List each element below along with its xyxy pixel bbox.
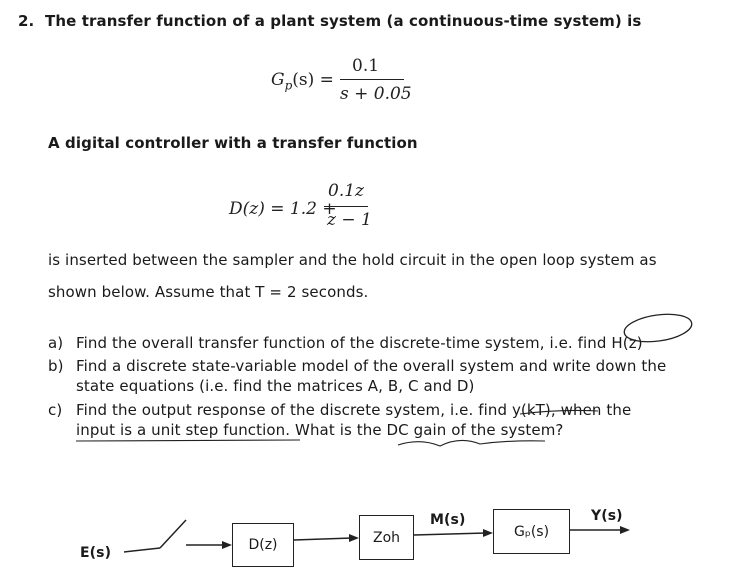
question-b-line-1: Find a discrete state-variable model of the overall system and write down the (76, 357, 667, 375)
controller-tf-lhs: D(z) = 1.2 + (229, 199, 337, 219)
plant-tf-denominator: s + 0.05 (340, 84, 412, 104)
question-c-line-2: input is a unit step function. What is the DC gain of the system? (76, 421, 564, 439)
arrow-output (620, 526, 630, 534)
block-gp (493, 509, 570, 554)
arrow-to-gp (483, 529, 493, 537)
inserted-line-2: shown below. Assume that T = 2 seconds. (48, 283, 369, 301)
controller-tf-denominator: z − 1 (327, 210, 372, 230)
question-b-marker: b) (48, 357, 64, 375)
block-zoh (359, 515, 414, 560)
plant-tf-numerator: 0.1 (352, 56, 380, 76)
question-c-marker: c) (48, 401, 63, 419)
line-zoh-to-gp (414, 533, 486, 535)
question-c-line-1: Find the output response of the discrete system, i.e. find y(kT), when the (76, 401, 632, 419)
problem-number: 2. (18, 12, 35, 30)
controller-intro: A digital controller with a transfer function (48, 134, 418, 152)
question-b-line-2: state equations (i.e. find the matrices A, B, C and D) (76, 377, 475, 395)
inserted-line-1: is inserted between the sampler and the hold circuit in the open loop system as (48, 251, 657, 269)
question-a-marker: a) (48, 334, 64, 352)
input-line (124, 548, 160, 552)
input-label: E(s) (80, 545, 112, 561)
plant-tf-lhs: $G_p(s)$ = (271, 70, 334, 93)
signal-m-label: M(s) (430, 512, 466, 528)
question-a-line-1: Find the overall transfer function of the discrete-time system, i.e. find H(z) (76, 334, 643, 352)
arrow-to-dz (222, 541, 232, 549)
block-dz-label: D(z) (248, 537, 278, 553)
line-dz-to-zoh (294, 538, 352, 540)
block-dz (232, 523, 294, 567)
sampler-switch (160, 520, 186, 548)
problem-intro: The transfer function of a plant system (a continuous-time system) is (45, 12, 642, 30)
block-gp-label: Gₚ(s) (513, 523, 550, 540)
block-zoh-label: Zoh (372, 529, 401, 546)
output-label: Y(s) (591, 508, 623, 524)
controller-tf-numerator: 0.1z (328, 181, 364, 201)
arrow-to-zoh (349, 534, 359, 542)
